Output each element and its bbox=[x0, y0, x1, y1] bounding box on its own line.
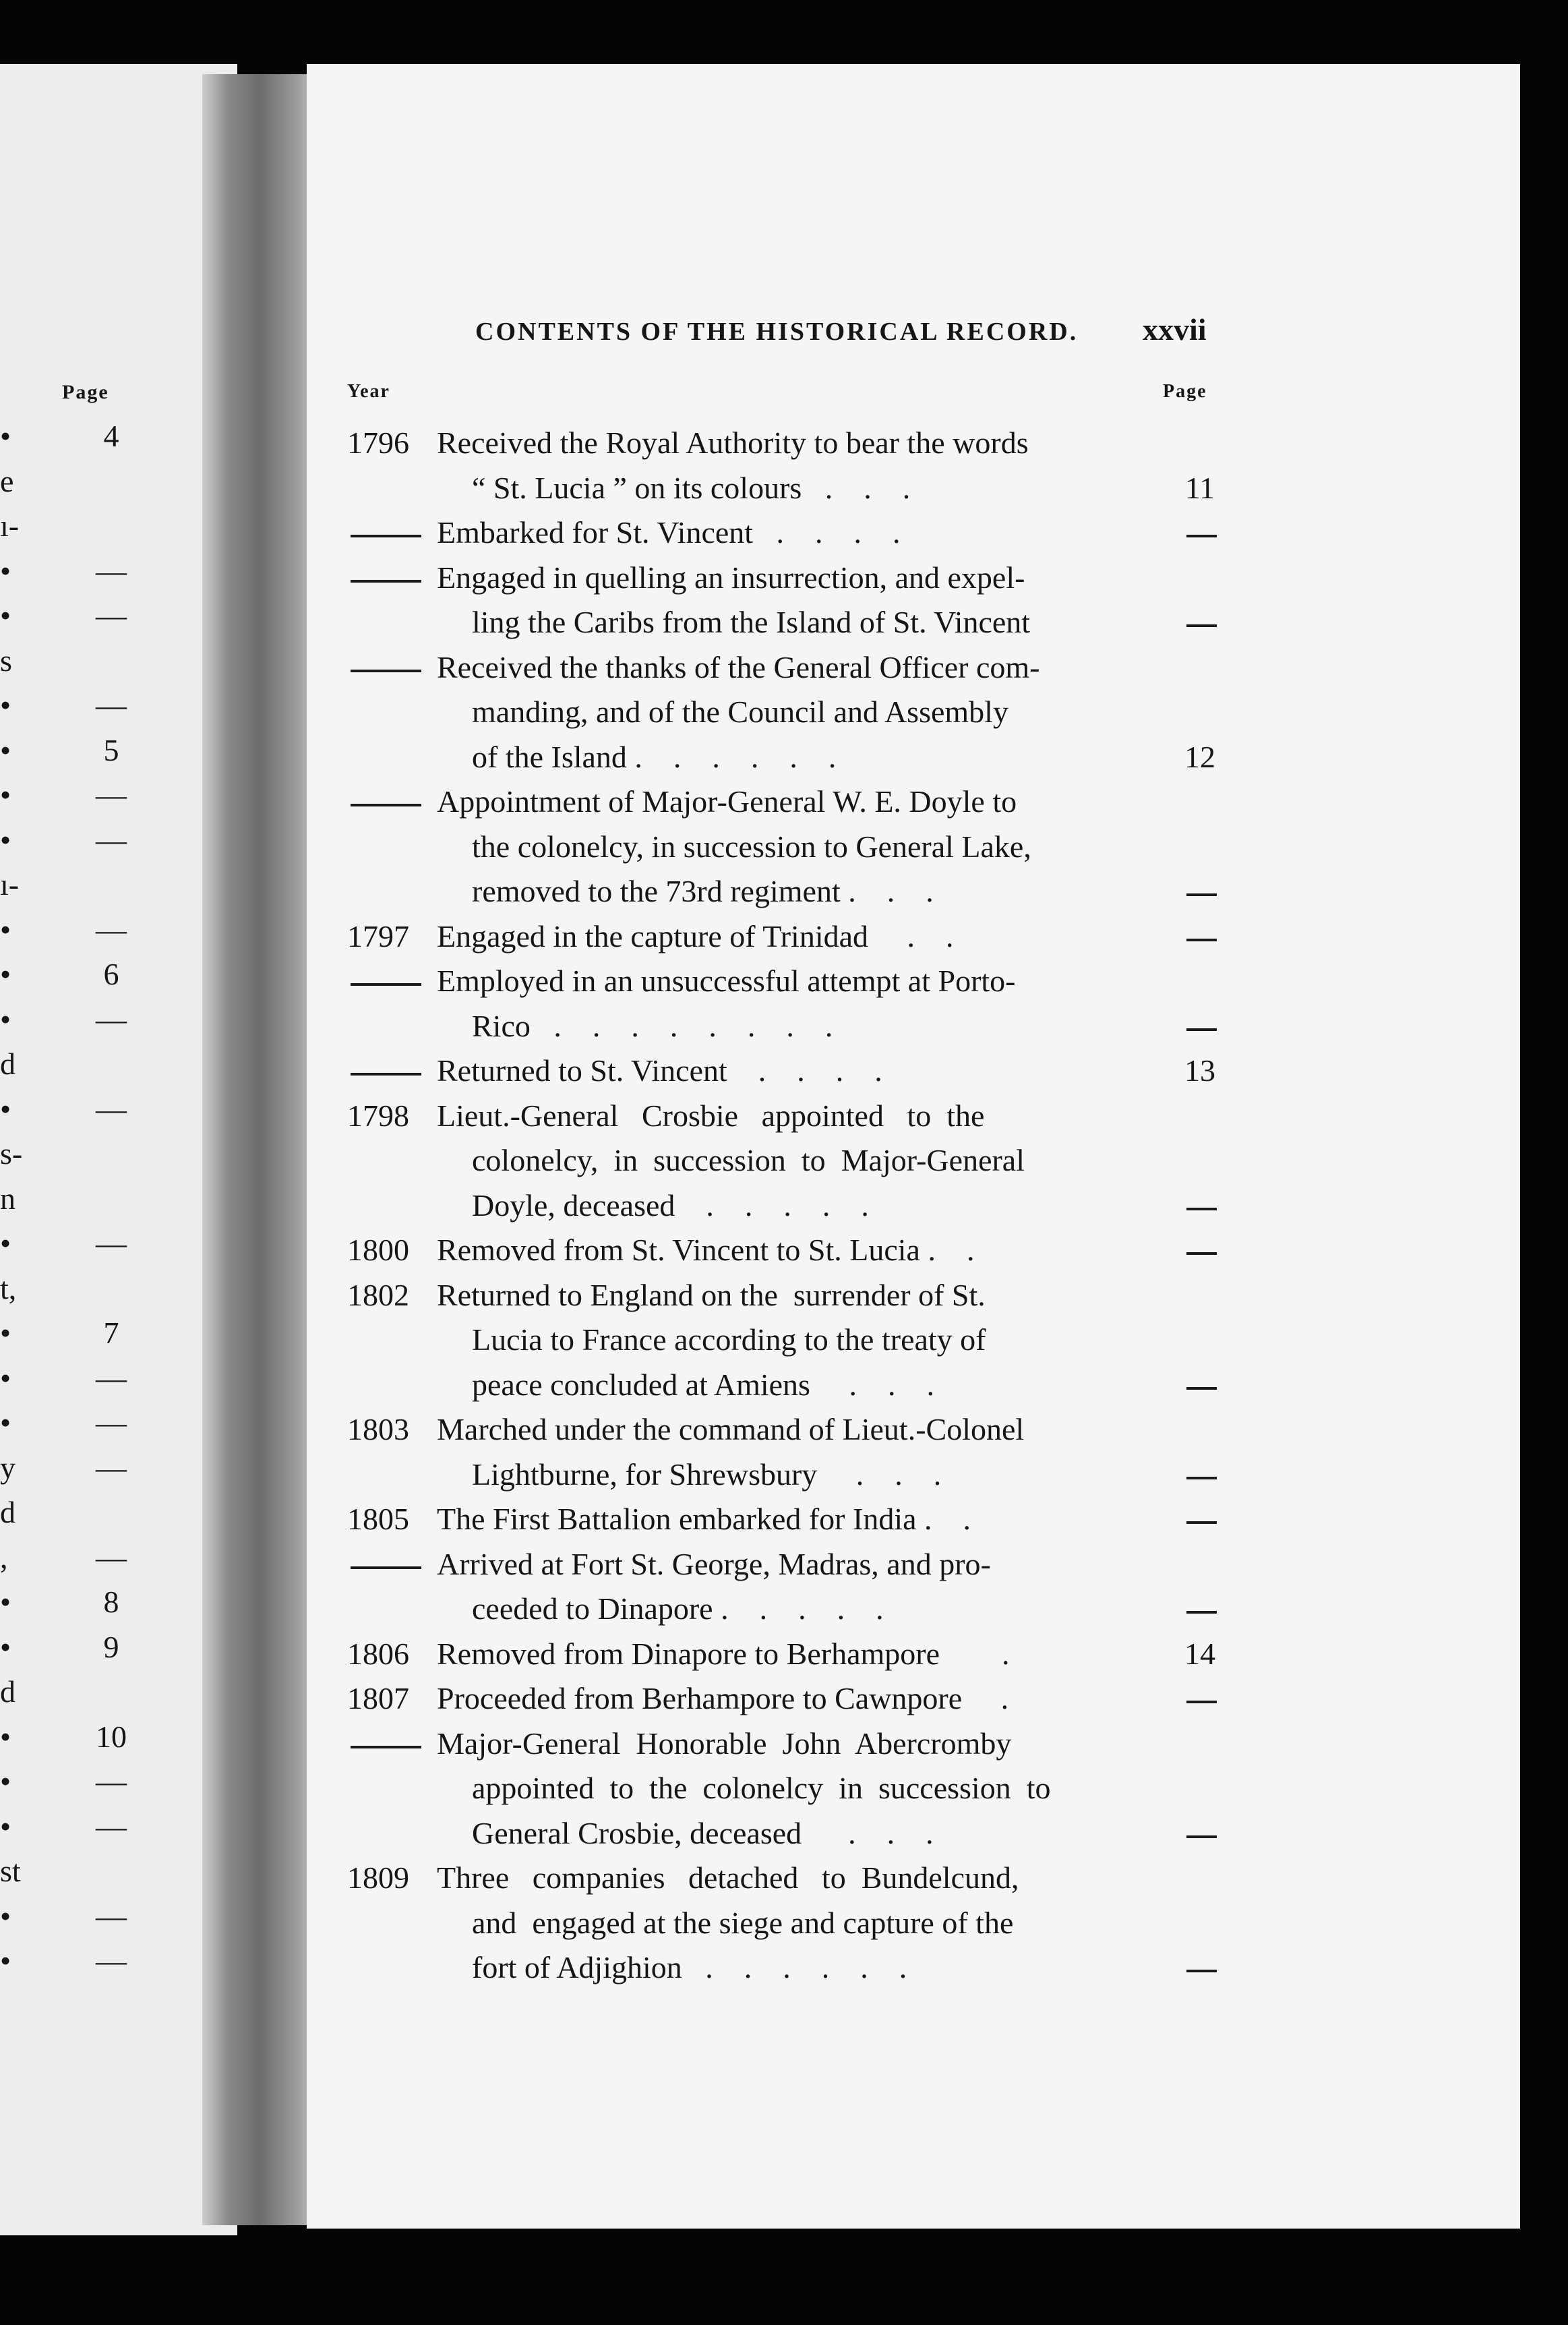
facing-page-number: — bbox=[96, 1898, 127, 1933]
facing-page-number: — bbox=[96, 1764, 127, 1798]
contents-line bbox=[0, 873, 1568, 918]
entry-text: Returned to England on the surrender of St. bbox=[437, 1277, 986, 1312]
contents-line bbox=[0, 1367, 1568, 1411]
facing-page-number: — bbox=[96, 1091, 127, 1126]
contents-line bbox=[0, 963, 1568, 1007]
page-folio: xxvii bbox=[1143, 312, 1207, 347]
entry-text: Major-General Honorable John Abercromby bbox=[437, 1726, 1012, 1761]
facing-page-fragment: y bbox=[0, 1450, 16, 1485]
ditto-year-mark bbox=[351, 1746, 421, 1748]
entry-text: Appointment of Major-General W. E. Doyle to bbox=[437, 784, 1017, 819]
ditto-page-mark bbox=[1186, 1252, 1217, 1255]
entry-text: The First Battalion embarked for India . . bbox=[437, 1502, 971, 1536]
entry-text: Arrived at Fort St. George, Madras, and pro- bbox=[437, 1546, 991, 1581]
entry-text: manding, and of the Council and Assembly bbox=[472, 695, 1008, 729]
ditto-year-mark bbox=[351, 983, 421, 986]
facing-page-fragment: • bbox=[0, 419, 11, 453]
contents-line bbox=[0, 1008, 1568, 1053]
facing-page-number: — bbox=[96, 688, 127, 722]
facing-page-fragment: • bbox=[0, 1719, 11, 1754]
facing-page-fragment: n bbox=[0, 1181, 16, 1216]
entry-page-number: 11 bbox=[1184, 470, 1215, 505]
facing-page-fragment: • bbox=[0, 957, 11, 991]
entry-year: 1807 bbox=[347, 1681, 409, 1715]
ditto-year-mark bbox=[351, 1566, 421, 1569]
contents-line bbox=[0, 1456, 1568, 1501]
contents-line bbox=[0, 1142, 1568, 1187]
entry-text: appointed to the colonelcy in succession to bbox=[472, 1771, 1051, 1805]
contents-line bbox=[0, 1905, 1568, 1949]
facing-page-fragment: • bbox=[0, 1943, 11, 1978]
facing-page-fragment: d bbox=[0, 1047, 16, 1081]
facing-page-number: — bbox=[96, 1539, 127, 1574]
contents-line bbox=[0, 1546, 1568, 1591]
facing-page-number: 5 bbox=[103, 732, 119, 767]
entry-year: 1803 bbox=[347, 1412, 409, 1446]
entry-text: Received the Royal Authority to bear the words bbox=[437, 425, 1029, 460]
facing-page-number: 7 bbox=[103, 1316, 119, 1350]
contents-line bbox=[0, 1053, 1568, 1097]
entry-text: Engaged in quelling an insurrection, and expel- bbox=[437, 560, 1025, 595]
facing-page-fragment: • bbox=[0, 1001, 11, 1036]
contents-line bbox=[0, 1636, 1568, 1680]
facing-page-number: — bbox=[96, 1226, 127, 1260]
facing-page-number: 6 bbox=[103, 957, 119, 991]
ditto-year-mark bbox=[351, 535, 421, 537]
contents-line bbox=[0, 1680, 1568, 1725]
entry-text: colonelcy, in succession to Major-General bbox=[472, 1143, 1025, 1177]
entry-year: 1806 bbox=[347, 1636, 409, 1671]
facing-page-number: — bbox=[96, 1943, 127, 1978]
entry-text: Proceeded from Berhampore to Cawnpore . bbox=[437, 1681, 1009, 1715]
facing-page-number: — bbox=[96, 1405, 127, 1440]
facing-page-fragment: • bbox=[0, 912, 11, 947]
facing-page-fragment: • bbox=[0, 1585, 11, 1619]
facing-page-number: — bbox=[96, 553, 127, 588]
facing-page-fragment: • bbox=[0, 1764, 11, 1798]
facing-page-fragment: • bbox=[0, 598, 11, 632]
entry-text: General Crosbie, deceased . . . bbox=[472, 1815, 934, 1850]
contents-line bbox=[0, 514, 1568, 559]
entry-year: 1800 bbox=[347, 1233, 409, 1267]
ditto-page-mark bbox=[1186, 1835, 1217, 1838]
entry-text: Rico . . . . . . . . bbox=[472, 1008, 833, 1043]
entry-text: Lucia to France according to the treaty of bbox=[472, 1322, 986, 1357]
facing-page-number: — bbox=[96, 598, 127, 632]
facing-page-fragment: d bbox=[0, 1495, 16, 1529]
contents-line bbox=[0, 1232, 1568, 1276]
entry-text: Doyle, deceased . . . . . bbox=[472, 1187, 869, 1223]
facing-page-fragment: • bbox=[0, 822, 11, 857]
entry-text: and engaged at the siege and capture of the bbox=[472, 1905, 1014, 1940]
entry-year: 1798 bbox=[347, 1098, 409, 1133]
contents-line bbox=[0, 649, 1568, 694]
entry-year: 1809 bbox=[347, 1860, 409, 1895]
contents-line bbox=[0, 784, 1568, 828]
facing-page-fragment: ı- bbox=[0, 867, 20, 902]
entry-text: ceeded to Dinapore . . . . . bbox=[472, 1591, 884, 1626]
ditto-year-mark bbox=[351, 670, 421, 672]
facing-page-fragment: ı- bbox=[0, 508, 20, 543]
facing-page-number: 9 bbox=[103, 1629, 119, 1664]
contents-line bbox=[0, 1591, 1568, 1635]
entry-text: Lieut.-General Crosbie appointed to the bbox=[437, 1098, 985, 1133]
entry-text: Embarked for St. Vincent . . . . bbox=[437, 515, 901, 550]
entry-text: “ St. Lucia ” on its colours . . . bbox=[472, 470, 911, 505]
facing-page-number: 4 bbox=[103, 419, 119, 453]
facing-page-number: — bbox=[96, 1001, 127, 1036]
ditto-page-mark bbox=[1186, 535, 1217, 537]
facing-page-fragment: • bbox=[0, 688, 11, 722]
entry-year: 1797 bbox=[347, 918, 409, 953]
contents-line bbox=[0, 1098, 1568, 1142]
contents-line bbox=[0, 1949, 1568, 1994]
contents-line bbox=[0, 470, 1568, 514]
entry-year: 1805 bbox=[347, 1502, 409, 1536]
entry-text: Three companies detached to Bundelcund, bbox=[437, 1860, 1019, 1895]
contents-line bbox=[0, 1187, 1568, 1232]
entry-text: fort of Adjighion . . . . . . bbox=[472, 1950, 907, 1984]
contents-line bbox=[0, 1815, 1568, 1860]
contents-line bbox=[0, 1770, 1568, 1815]
facing-page-number: 10 bbox=[96, 1719, 127, 1754]
entry-text: removed to the 73rd regiment . . . bbox=[472, 874, 934, 908]
ditto-page-mark bbox=[1186, 893, 1217, 896]
facing-page-fragment: • bbox=[0, 1091, 11, 1126]
facing-page-number: — bbox=[96, 1450, 127, 1485]
contents-line bbox=[0, 560, 1568, 604]
entry-text: Marched under the command of Lieut.-Colonel bbox=[437, 1412, 1025, 1446]
facing-page-fragment: • bbox=[0, 732, 11, 767]
facing-page-number: — bbox=[96, 822, 127, 857]
ditto-page-mark bbox=[1186, 1208, 1217, 1210]
entry-text: Lightburne, for Shrewsbury . . . bbox=[472, 1456, 942, 1492]
contents-line bbox=[0, 1501, 1568, 1546]
facing-page-fragment: s bbox=[0, 643, 12, 678]
entry-year: 1796 bbox=[347, 425, 409, 460]
facing-page-number: — bbox=[96, 777, 127, 812]
facing-page-fragment: , bbox=[0, 1539, 8, 1574]
facing-page-fragment: e bbox=[0, 463, 14, 498]
ditto-year-mark bbox=[351, 580, 421, 583]
facing-page-fragment: • bbox=[0, 553, 11, 588]
ditto-page-mark bbox=[1186, 1701, 1217, 1703]
entry-text: Received the thanks of the General Officer com- bbox=[437, 649, 1040, 684]
contents-line bbox=[0, 918, 1568, 963]
ditto-page-mark bbox=[1186, 1611, 1217, 1614]
entry-text: of the Island . . . . . . bbox=[472, 739, 837, 774]
entry-text: ling the Caribs from the Island of St. Vincent bbox=[472, 605, 1031, 639]
facing-page-fragment: • bbox=[0, 1808, 11, 1844]
running-head: CONTENTS OF THE HISTORICAL RECORD. bbox=[475, 318, 1079, 346]
contents-line bbox=[0, 1860, 1568, 1904]
entry-text: Removed from Dinapore to Berhampore . bbox=[437, 1636, 1010, 1671]
ditto-year-mark bbox=[351, 1073, 421, 1076]
facing-page-fragment: • bbox=[0, 1629, 11, 1664]
ditto-page-mark bbox=[1186, 1028, 1217, 1031]
contents-line bbox=[0, 1726, 1568, 1770]
facing-page-fragment: • bbox=[0, 1898, 11, 1933]
facing-page-fragment: • bbox=[0, 1405, 11, 1440]
ditto-page-mark bbox=[1186, 1970, 1217, 1972]
entry-text: peace concluded at Amiens . . . bbox=[472, 1367, 934, 1402]
facing-page-fragment: s- bbox=[0, 1136, 23, 1171]
facing-page-fragment: st bbox=[0, 1854, 21, 1888]
contents-line bbox=[0, 1277, 1568, 1322]
facing-page-header: Page bbox=[62, 381, 109, 403]
contents-line bbox=[0, 1322, 1568, 1366]
facing-page-number: 8 bbox=[103, 1585, 119, 1619]
ditto-page-mark bbox=[1186, 1521, 1217, 1524]
ditto-page-mark bbox=[1186, 1477, 1217, 1479]
facing-page-fragment: t, bbox=[0, 1270, 17, 1305]
entry-text: the colonelcy, in succession to General Lake, bbox=[472, 829, 1031, 864]
contents-line bbox=[0, 1411, 1568, 1456]
facing-page-number: — bbox=[96, 912, 127, 947]
entry-page-number: 14 bbox=[1184, 1636, 1215, 1671]
page-column-header: Page bbox=[1163, 381, 1207, 402]
ditto-page-mark bbox=[1186, 624, 1217, 627]
entry-page-number: 13 bbox=[1184, 1053, 1215, 1088]
contents-line bbox=[0, 829, 1568, 873]
facing-page-number: — bbox=[96, 1808, 127, 1844]
facing-page-number: — bbox=[96, 1360, 127, 1395]
entry-year: 1802 bbox=[347, 1277, 409, 1312]
contents-line bbox=[0, 739, 1568, 784]
ditto-page-mark bbox=[1186, 939, 1217, 941]
contents-line bbox=[0, 694, 1568, 738]
contents-line bbox=[0, 425, 1568, 469]
entry-text: Engaged in the capture of Trinidad . . bbox=[437, 918, 954, 953]
entry-text: Returned to St. Vincent . . . . bbox=[437, 1053, 882, 1088]
facing-page-fragment: • bbox=[0, 777, 11, 812]
entry-text: Employed in an unsuccessful attempt at Porto- bbox=[437, 964, 1016, 998]
entry-text: Removed from St. Vincent to St. Lucia . . bbox=[437, 1233, 975, 1267]
facing-page-fragment: • bbox=[0, 1360, 11, 1395]
ditto-year-mark bbox=[351, 804, 421, 806]
facing-page-fragment: • bbox=[0, 1316, 11, 1350]
facing-page-fragment: • bbox=[0, 1226, 11, 1260]
ditto-page-mark bbox=[1186, 1387, 1217, 1390]
year-column-header: Year bbox=[347, 381, 390, 402]
entry-page-number: 12 bbox=[1184, 739, 1215, 774]
facing-page-fragment: d bbox=[0, 1674, 16, 1709]
contents-line bbox=[0, 604, 1568, 649]
